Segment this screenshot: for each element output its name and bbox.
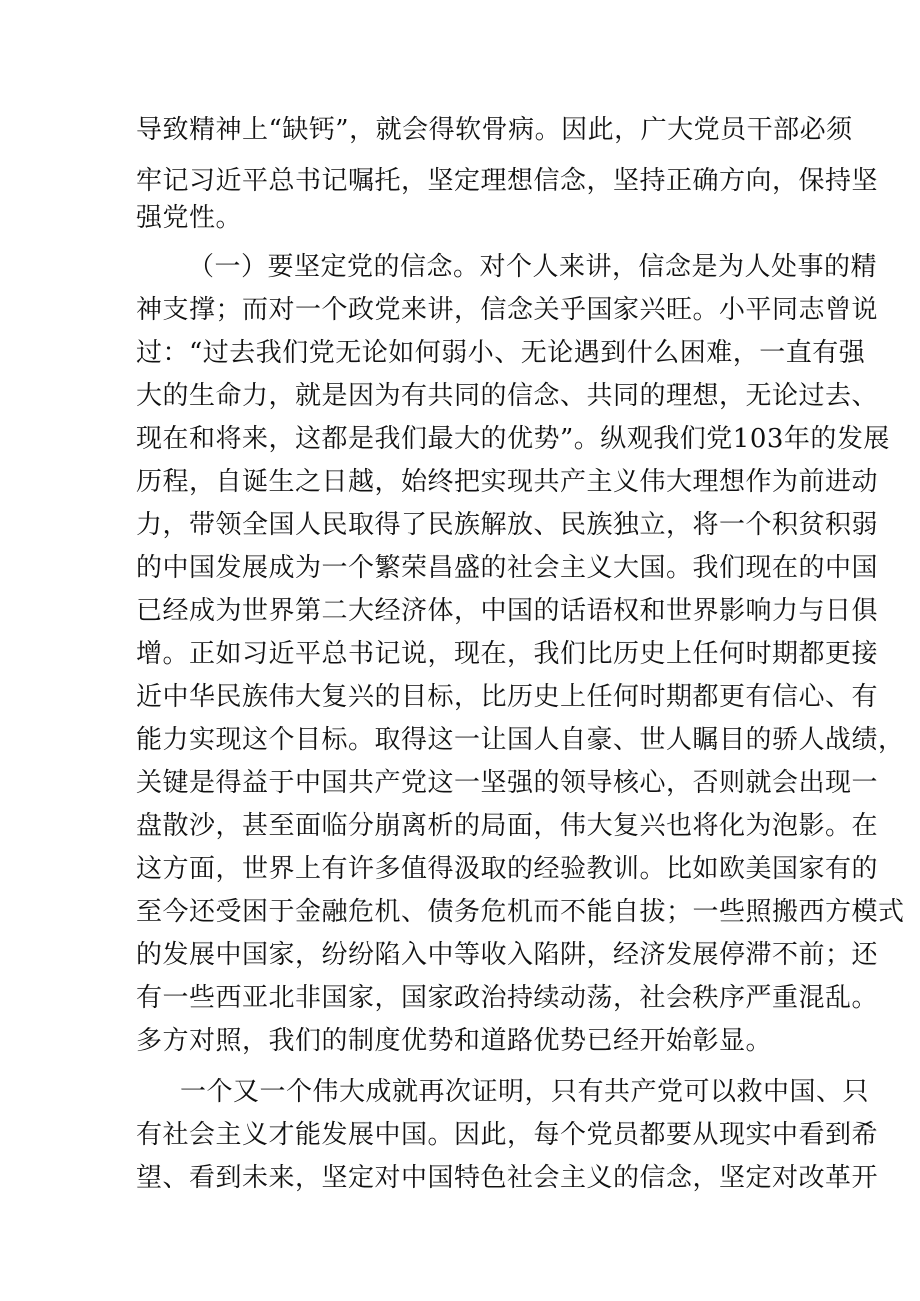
text-line-9: 历程，自诞生之日越，始终把实现共产主义伟大理想作为前进动 <box>136 467 879 497</box>
paragraph-1-heading-line: （一）要坚定党的信念。对个人来讲，信念是为人处事的精 <box>188 252 878 282</box>
text-line-22: 多方对照，我们的制度优势和道路优势已经开始彰显。 <box>136 1026 773 1056</box>
paragraph-2-first-line: 一个又一个伟大成就再次证明，只有共产党可以救中国、只 <box>180 1077 870 1107</box>
text-line-25: 望、看到未来，坚定对中国特色社会主义的信念，坚定对改革开 <box>136 1163 879 1193</box>
text-line-24: 有社会主义才能发展中国。因此，每个党员都要从现实中看到希 <box>136 1120 879 1150</box>
text-line-18: 这方面，世界上有许多值得汲取的经验教训。比如欧美国家有的 <box>136 854 879 884</box>
text-line-20: 的发展中国家，纷纷陷入中等收入陷阱，经济发展停滞不前；还 <box>136 940 879 970</box>
text-line-2: 牢记习近平总书记嘱托，坚定理想信念，坚持正确方向，保持坚 <box>136 166 879 196</box>
text-line-3: 强党性。 <box>136 203 243 233</box>
text-line-13: 增。正如习近平总书记说，现在，我们比历史上任何时期都更接 <box>136 639 879 669</box>
text-line-17: 盘散沙，甚至面临分崩离析的局面，伟大复兴也将化为泡影。在 <box>136 811 879 841</box>
text-line-6: 过：“过去我们党无论如何弱小、无论遇到什么困难，一直有强 <box>136 338 866 368</box>
text-line-7: 大的生命力，就是因为有共同的信念、共同的理想，无论过去、 <box>136 381 879 411</box>
text-line-15: 能力实现这个目标。取得这一让国人自豪、世人瞩目的骄人战绩， <box>136 725 905 755</box>
text-line-16: 关键是得益于中国共产党这一坚强的领导核心，否则就会出现一 <box>136 768 879 798</box>
text-line-19: 至今还受困于金融危机、债务危机而不能自拔；一些照搬西方模式 <box>136 897 905 927</box>
text-line-1: 导致精神上“缺钙”，就会得软骨病。因此，广大党员干部必须 <box>136 115 853 145</box>
text-line-8: 现在和将来，这都是我们最大的优势”。纵观我们党103年的发展 <box>136 424 890 454</box>
text-line-11: 的中国发展成为一个繁荣昌盛的社会主义大国。我们现在的中国 <box>136 553 879 583</box>
text-line-14: 近中华民族伟大复兴的目标，比历史上任何时期都更有信心、有 <box>136 682 879 712</box>
text-line-21: 有一些西亚北非国家，国家政治持续动荡，社会秩序严重混乱。 <box>136 983 879 1013</box>
text-line-12: 已经成为世界第二大经济体，中国的话语权和世界影响力与日俱 <box>136 596 879 626</box>
text-line-5: 神支撑；而对一个政党来讲，信念关乎国家兴旺。小平同志曾说 <box>136 295 879 325</box>
text-line-10: 力，带领全国人民取得了民族解放、民族独立，将一个积贫积弱 <box>136 510 879 540</box>
